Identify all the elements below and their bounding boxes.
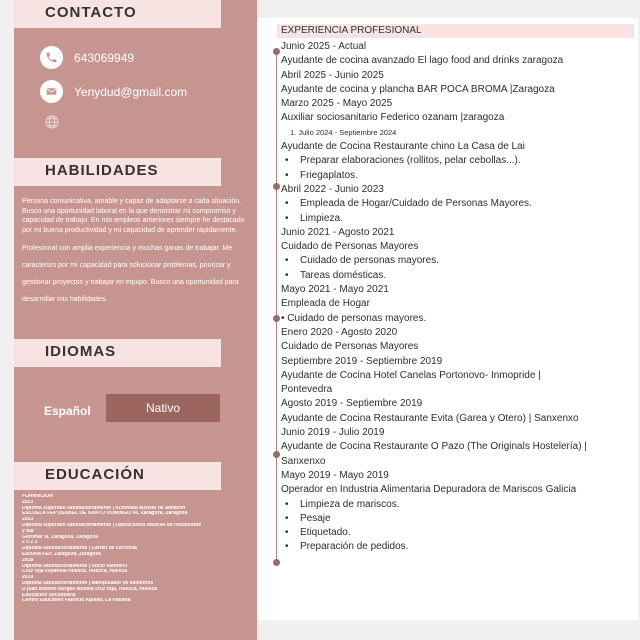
experience-line: Septiembre 2019 - Septiembre 2019 [281,355,443,367]
phone-text: 643069949 [74,50,135,65]
education-line: 2019 [22,575,34,581]
experience-line: Operador en Industria Alimentaria Depuradora de Mariscos Galicia [281,484,577,496]
experience-bullet: • Limpieza de mariscos. [281,498,631,512]
education-line: Diploma satisfactoriamente | Socio sanitario [22,563,128,569]
education-line: Diploma satisfactoriamente | Carnet de carretilla [22,546,137,552]
education-line: Centro Educativo Fabricio Aguilar, La Habana [22,598,131,604]
education-line: Cruz roja española Huesca, Huesca, Huesca [22,569,128,575]
web-row [44,114,60,130]
experience-line: Ayudante de Cocina Restaurante chino La Casa de Lai [281,141,525,153]
language-name: Español [44,404,91,418]
education-list [22,494,249,604]
phone-row [40,46,134,69]
education-header [14,462,221,490]
experience-line: Ayudante de Cocina Restaurante O Pazo (The Originals Hostelería) | [281,441,587,453]
experience-bullet: • Cuidado de personas mayores. [281,254,631,268]
experience-bullet: • Preparación de pedidos. [281,540,631,554]
skills-paragraph-1: Persona comunicativa, amable y capaz de adaptarse a cada situación. Busco una oportunidad laboral en la que demostrar mi compromiso y capacidad de trabajo. En mis empleos anteriores siempre he destacado por mi buena productividad y mi capacidad de aprender rápidamente. [22,198,245,234]
experience-line: Ayudante de Cocina Hotel Canelas Portonovo- Inmopride | [281,369,541,381]
language-level: Nativo [106,394,220,422]
education-line: 2023 [22,517,34,523]
experience-bullet: • Etiquetado. [281,526,631,540]
timeline-dot [273,451,280,458]
experience-line: Marzo 2025 - Mayo 2025 [281,98,393,110]
experience-line: Sanxenxo [281,455,326,467]
experience-line: • Cuidado de personas mayores. [281,312,427,324]
experience-line: Empleada de Hogar [281,298,370,310]
education-line: 2 0 2 3 [22,540,38,546]
experience-line: Pontevedra [281,384,333,396]
education-line: Educación Secundaria [22,592,76,598]
languages-header [14,339,221,367]
experience-list [281,40,631,555]
timeline-dot [273,48,280,55]
experience-line: Junio 2025 - Actual [281,41,367,52]
education-line: FORMACIÓN [22,494,53,499]
email-text: Yenydud@gmail.com [74,84,188,99]
experience-line: Abril 2025 - Junio 2025 [281,69,384,81]
experience-bullet: • Limpieza. [281,212,631,226]
education-line: Diploma satisfactoriamente | Manipulador de alimentos [22,580,154,586]
contact-title: CONTACTO [45,4,137,21]
experience-line: Junio 2021 - Agosto 2021 [281,226,395,238]
education-title: EDUCACIÓN [45,466,145,483]
skills-paragraph-2: Profesional con amplia experiencia y muchas ganas de trabajar. Me caracterizo por mi capacidad para solucionar problemas, priorizar y gestionar proyectos y trabajar en equipo. Busco una oportunidad para desarrollar mis habilidades. [22,245,239,303]
experience-line: Mayo 2021 - Mayo 2021 [281,284,389,296]
mail-icon [40,80,63,103]
experience-line: Auxiliar sociosanitario Federico ozanam |zaragoza [281,112,505,124]
experience-line: Mayo 2019 - Mayo 2019 [281,469,389,481]
skills-title: HABILIDADES [45,162,159,179]
timeline-dot [273,183,280,190]
experience-line: Ayudante de cocina y plancha BAR POCA BROMA |Zaragoza [281,83,555,95]
education-line: y bar [22,528,34,534]
experience-line: Cuidado de Personas Mayores [281,341,419,353]
experience-title: EXPERIENCIA PROFESIONAL [281,25,422,36]
education-line: 2023 [22,499,34,505]
experience-line: 1. Julio 2024 - Septiembre 2024 [290,127,397,137]
education-line: 2018 [22,557,34,563]
skills-header [14,158,221,186]
timeline-dot [273,315,280,322]
education-line: Diploma superado satisfactoriamente | Actividad auxiliar de almacén [22,505,186,511]
skills-text [22,197,249,308]
timeline-dot [273,559,280,566]
contact-header [14,0,221,28]
experience-line: Abril 2022 - Junio 2023 [281,183,384,195]
experience-bullet: • Friegaplatos. [281,169,631,183]
experience-header [277,24,634,38]
email-row [40,80,187,103]
experience-line: Agosto 2019 - Septiembre 2019 [281,398,423,410]
education-line: Diploma superado satisfactoriamente | Operaciones básicas de restaurante [22,522,202,528]
experience-line: Cuidado de Personas Mayores [281,241,419,253]
education-line: Escuela FEP, Zaragoza, Zaragoza [22,551,101,557]
languages-title: IDIOMAS [45,343,117,360]
education-line: ESCUELA FEP (ISABEL DE SANTO DOMINGO 04, Zaragoza, Zaragoza [22,511,188,517]
experience-line: Enero 2020 - Agosto 2020 [281,326,398,338]
education-line: D juan antonio Berges lacueta cruz roja, Huesca, Huesca [22,586,158,592]
globe-icon [44,114,60,130]
experience-bullet: • Empleada de Hogar/Cuidado de Personas Mayores. [281,197,631,211]
timeline-line [276,50,277,562]
experience-bullet: • Pesaje [281,512,631,526]
education-line: Glorimar sl, Zaragoza, Zaragoza [22,534,98,540]
experience-bullet: • Tareas domésticas. [281,269,631,283]
experience-line: Ayudante de Cocina Restaurante Evita (Garea y Otero) | Sanxenxo [281,412,579,424]
experience-line: Junio 2019 - Julio 2019 [281,427,385,439]
experience-line: Ayudante de cocina avanzado El lago food and drinks zaragoza [281,55,564,67]
experience-bullet: • Preparar elaboraciones (rollitos, pelar cebollas...). [281,154,631,168]
phone-icon [40,46,63,69]
